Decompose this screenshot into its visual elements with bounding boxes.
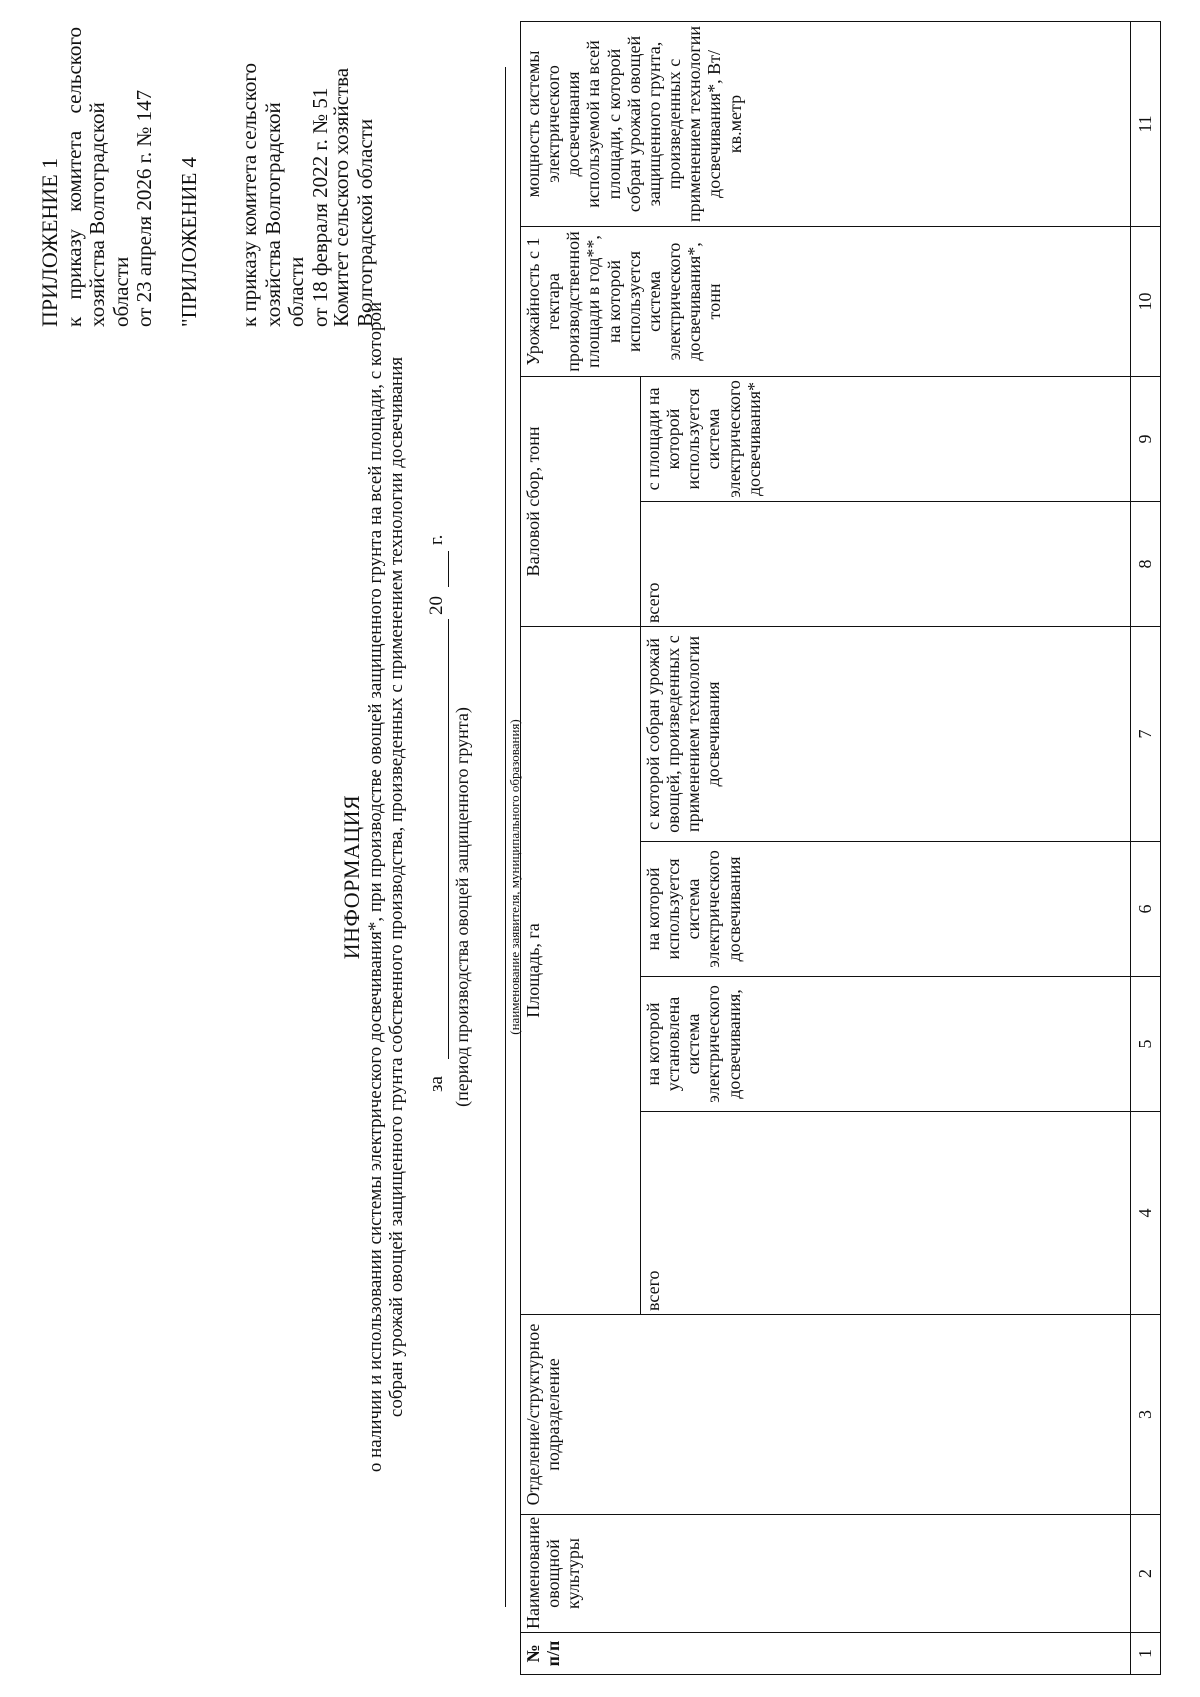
appendix-1-title: ПРИЛОЖЕНИЕ 1 [37,157,62,327]
header-gross-total: всего [641,501,1131,626]
header-num: № п/п [521,1633,1131,1675]
header-area-total: всего [641,1112,1131,1315]
header-department: Отделение/структурное подразделение [521,1315,1131,1515]
period-prefix: за [426,1076,447,1092]
subtitle-line2: собран урожай овощей защищенного грунта собственного производства, произведенных с применением технологии досвечивания [385,356,407,1418]
period-year-field[interactable] [448,551,449,587]
period-year-suffix: г. [426,534,447,545]
col-number-5: 5 [1131,977,1161,1112]
header-crop: Наименование овощной культуры [521,1515,1131,1633]
col-number-9: 9 [1131,376,1161,501]
appendix-4-line2: хозяйства Волгоградской области [260,102,309,327]
appendix-1-line1: к приказу комитета сельского [61,27,86,327]
col-number-11: 11 [1131,21,1161,226]
document-title: ИНФОРМАЦИЯ [339,794,364,960]
col-number-7: 7 [1131,626,1161,841]
appendix-4-line3: от 18 февраля 2022 г. № 51 [307,87,332,327]
recipient-line2: Волгоградской области [352,118,377,327]
appendix-1-line2: хозяйства Волгоградской области [85,102,133,327]
header-area-harvest: с которой собран урожай овощей, произведенных с применением технологии досвечивания [641,626,1131,841]
col-number-10: 10 [1131,226,1161,376]
col-number-8: 8 [1131,501,1161,626]
recipient-line1: Комитет сельского хозяйства [329,67,353,327]
period-year-prefix: 20 [426,596,447,615]
header-area: Площадь, га [521,626,641,1314]
col-number-6: 6 [1131,842,1161,977]
appendix-1-line3: от 23 апреля 2026 г. № 147 [132,89,157,327]
col-number-1: 1 [1131,1633,1161,1675]
document-subtitle [366,237,407,1537]
appendix-4-block [178,27,242,327]
appendix-1-block [38,27,157,327]
header-gross-lit: с площади на которой используется система электрического досвечивания* [641,376,1131,501]
appendix-4-title: "ПРИЛОЖЕНИЕ 4 [177,156,201,327]
org-field[interactable] [505,67,506,1607]
header-area-used: на которой используется система электрического досвечивания [641,842,1131,977]
period-field[interactable] [448,619,449,1059]
appendix-4-lines [238,27,332,327]
period-caption: (период производства овощей защищенного грунта) [452,707,472,1107]
header-area-installed: на которой установлена система электрического досвечивания, [641,977,1131,1112]
info-table [520,21,1161,1675]
header-gross: Валовой сбор, тонн [521,376,641,626]
col-number-2: 2 [1131,1515,1161,1633]
subtitle-line1: о наличии и использовании системы электрического досвечивания*, при производстве овощей защищенного грунта на всей площади, с которой [365,301,386,1473]
org-caption: (наименование заявителя, муниципального образования) [507,719,522,1035]
col-number-3: 3 [1131,1315,1161,1515]
col-number-4: 4 [1131,1112,1161,1315]
appendix-4-line1: к приказу комитета сельского [237,62,261,327]
header-power: мощность системы электрического досвечивания используемой на всей площади, с которой собран урожай овощей защищенного грунта, произведенных с применением технологии досвечивания*, Вт/кв.метр [521,21,1131,226]
header-yield: Урожайность с 1 гектара производственной площади в год**, на которой используется система электрического досвечивания*, тонн [521,226,1131,376]
